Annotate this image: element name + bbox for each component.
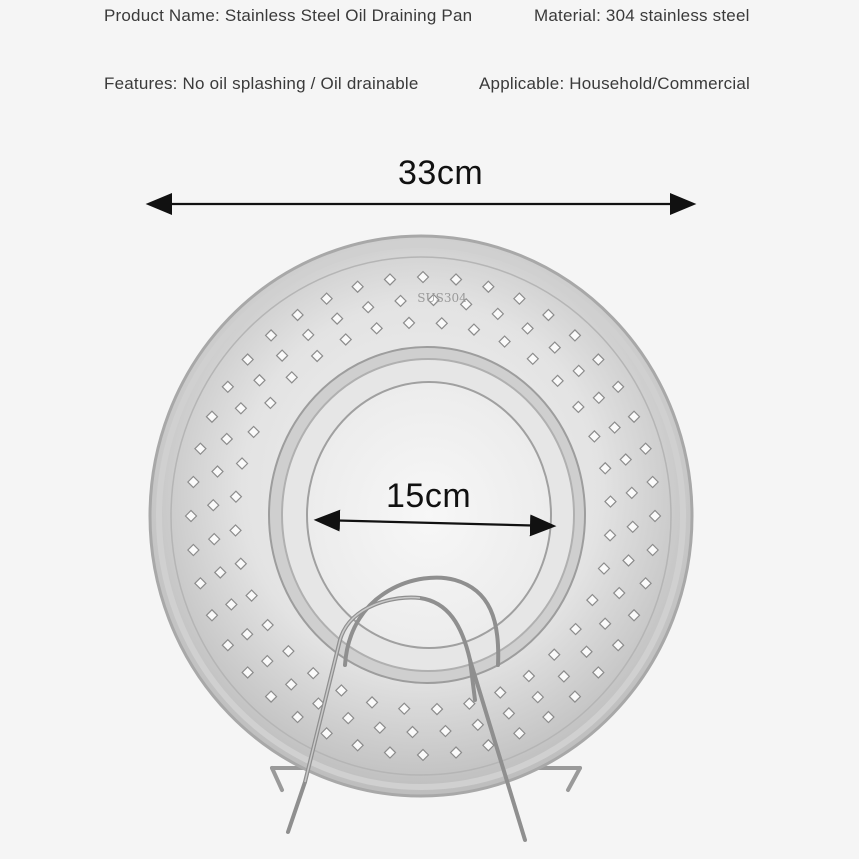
spec-applicable: Applicable: Household/Commercial <box>479 74 750 93</box>
sus304-stamp: SUS304 <box>417 291 467 305</box>
spec-features: Features: No oil splashing / Oil drainable <box>104 74 419 93</box>
spec-material: Material: 304 stainless steel <box>534 6 750 25</box>
outer-dimension-label: 33cm <box>398 154 484 192</box>
spec-product-name: Product Name: Stainless Steel Oil Draining Pan <box>104 6 473 25</box>
pan-ring <box>150 236 692 796</box>
inner-dimension-label: 15cm <box>386 477 472 515</box>
